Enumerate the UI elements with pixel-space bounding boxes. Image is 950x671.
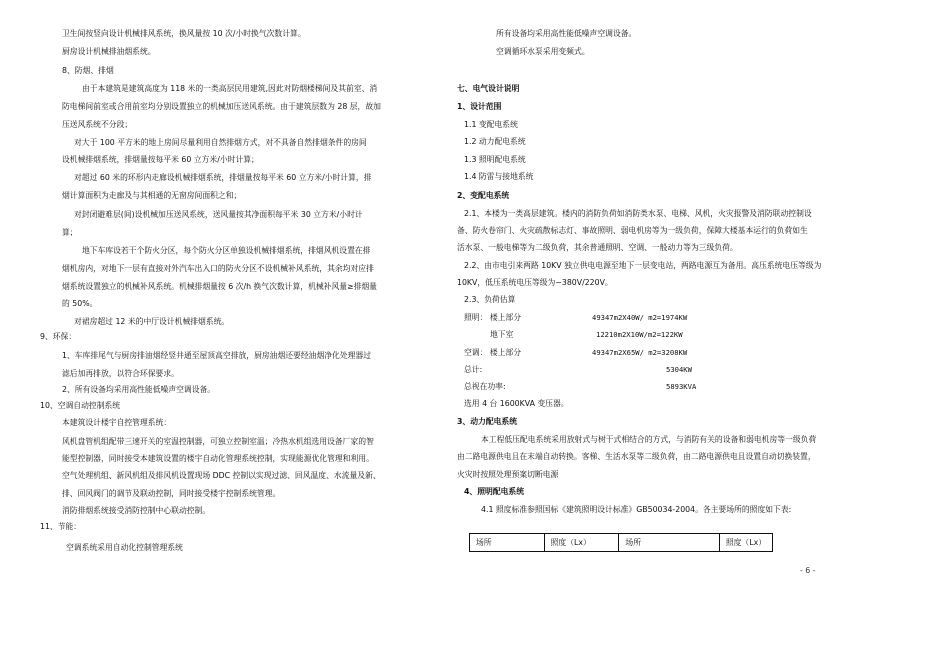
text-line: 烟计算面积为走廊及与其相通的无窗房间面积之和； — [62, 191, 242, 200]
text-line: 活水泵、一般电梯等为二级负荷，其余普通照明、空调、一般动力等为三级负荷。 — [457, 243, 738, 252]
text-line: 防电梯间前室或合用前室均分别设置独立的机械加压送风系统。由于建筑层数为 28 层，故加 — [62, 102, 381, 111]
text-line: 由于本建筑是建筑高度为 118 米的一类高层民用建筑,因此对防烟楼梯间及其前室、消 — [82, 84, 378, 93]
load-value: 12210m2X10W/m2=122KW — [596, 330, 683, 339]
text-line: 对大于 100 平方米的地上房间尽量利用自然排烟方式，对不具备自然排烟条件的房间 — [74, 138, 367, 147]
text-line: 火灾时按照处理预案切断电源 — [457, 470, 559, 479]
table-header-cell: 照度（Lx） — [719, 534, 772, 552]
text-line: 2.3、负荷估算 — [464, 295, 516, 304]
page-number: - 6 - — [800, 566, 816, 575]
load-label: 照明： 楼上部分 — [464, 313, 522, 322]
text-line: 对裙房超过 12 米的中厅设计机械排烟系统。 — [74, 317, 230, 326]
text-line: 选用 4 台 1600KVA 变压器。 — [464, 399, 569, 408]
load-value: 49347m2X65W/ m2=3208KW — [592, 348, 688, 357]
text-line: 厨房设计机械排油烟系统。 — [62, 47, 156, 56]
section-heading: 8、防烟、排烟 — [62, 66, 114, 75]
text-line: 空调系统采用自动化控制管理系统 — [66, 543, 183, 552]
illuminance-table — [469, 533, 773, 552]
list-item: 1.3 照明配电系统 — [464, 155, 526, 164]
table-header-cell: 场所 — [619, 534, 719, 552]
text-line: 4.1 照度标准参照国标《建筑照明设计标准》GB50034-2004。各主要场所的照度如下表: — [481, 505, 792, 514]
section-heading: 11、节能： — [40, 522, 82, 531]
text-line: 本建筑设计楼宇自控管理系统： — [62, 418, 172, 427]
text-line: 压送风系统不分段； — [62, 120, 133, 129]
load-label: 地下室 — [490, 330, 514, 339]
text-line: 滤后加再排放，以符合环保要求。 — [62, 369, 179, 378]
load-label: 空调： 楼上部分 — [464, 348, 522, 357]
text-line: 2.1、本楼为一类高层建筑。楼内的消防负荷如消防类水泵、电梯、风机，火灾报警及消防联动控制设 — [464, 209, 812, 218]
load-label: 总视在功率: — [464, 382, 506, 391]
text-line: 对超过 60 米的环形内走廊设机械排烟系统，排烟量按每平米 60 立方米/小时计算，排 — [74, 173, 372, 182]
text-line: 排、回风阀门的调节及联动控制，同时接受楼宇控制系统管理。 — [62, 489, 281, 498]
list-item: 1.1 变配电系统 — [464, 120, 518, 129]
section-heading: 9、环保： — [40, 332, 77, 341]
text-line: 2.2、由市电引来两路 10KV 独立供电电源至地下一层变电站，两路电源互为备用。高压系统电压等级为 — [464, 261, 822, 270]
list-item: 1.4 防雷与接地系统 — [464, 172, 534, 181]
text-line: 烟机房内，对地下一层有直接对外汽车出入口的防火分区不设机械补风系统，其余均对应排 — [62, 264, 374, 273]
chapter-heading: 七、电气设计说明 — [457, 84, 520, 93]
section-heading: 3、动力配电系统 — [457, 417, 518, 426]
text-line: 由二路电源供电且在末端自动转换。客梯、生活水泵等二级负荷，由二路电源供电且设置自动切换装置， — [457, 452, 816, 461]
section-heading: 2、变配电系统 — [457, 191, 510, 200]
text-line: 空气处理机组、新风机组及排风机设置现场 DDC 控制以实现过滤、回风温度、水流量及新、 — [62, 471, 381, 480]
text-line: 对封闭避难层(间)设机械加压送风系统，送风量按其净面积每平米 30 立方米/小时计 — [74, 210, 363, 219]
text-line: 消防排烟系统接受消防控制中心联动控制。 — [62, 506, 211, 515]
section-heading: 1、设计范围 — [457, 102, 502, 111]
table-header-cell: 场所 — [470, 534, 545, 552]
text-line: 能型控制器，同时接受本建筑设置的楼宇自动化管理系统控制，实现能源优化管理和利用。 — [62, 454, 374, 463]
load-value: 5304KW — [666, 365, 692, 374]
text-line: 设机械排烟系统，排烟量按每平米 60 立方米/小时计算； — [62, 155, 259, 164]
load-label: 总计: — [464, 365, 483, 374]
text-line: 风机盘管机组配带三速开关的室温控制器，可独立控制室温；冷热水机组选用设备厂家的智 — [62, 437, 374, 446]
text-line: 的 50%。 — [62, 299, 98, 308]
text-line: 卫生间按竖向设计机械排风系统，换风量按 10 次/小时换气次数计算。 — [62, 29, 306, 38]
text-line: 算； — [62, 228, 78, 237]
text-line: 1、车库排尾气与厨房排油烟经竖井通至屋顶高空排放，厨房油烟还要经油烟净化处理器过 — [62, 351, 372, 360]
list-item: 1.2 动力配电系统 — [464, 137, 526, 146]
text-line: 本工程低压配电系统采用放射式与树干式相结合的方式，与消防有关的设备和弱电机房等一级负荷 — [481, 435, 817, 444]
text-line: 2、所有设备均采用高性能低噪声空调设备。 — [62, 385, 216, 394]
section-heading: 10、空调自动控制系统 — [40, 401, 121, 410]
text-line: 10KV，低压系统电压等级为~380V/220V。 — [457, 278, 613, 287]
table-row — [470, 534, 773, 552]
text-line: 所有设备均采用高性能低噪声空调设备。 — [496, 29, 637, 38]
text-line: 地下车库设若干个防火分区，每个防火分区单独设机械排烟系统，排烟风机设置在排 — [82, 246, 371, 255]
text-line: 空调循环水泵采用变频式。 — [496, 47, 590, 56]
load-value: 49347m2X40W/ m2=1974KW — [592, 313, 688, 322]
text-line: 备、防火卷帘门、火灾疏散标志灯、事故照明、弱电机房等为一级负荷，保障大楼基本运行的负荷如生 — [457, 226, 808, 235]
load-value: 5893KVA — [666, 382, 697, 391]
section-heading: 4、照明配电系统 — [464, 487, 525, 496]
table-header-cell: 照度（Lx） — [544, 534, 619, 552]
text-line: 烟系统设置独立的机械补风系统。机械排烟量按 6 次/h 换气次数计算，机械补风量≥排烟量 — [62, 282, 377, 291]
